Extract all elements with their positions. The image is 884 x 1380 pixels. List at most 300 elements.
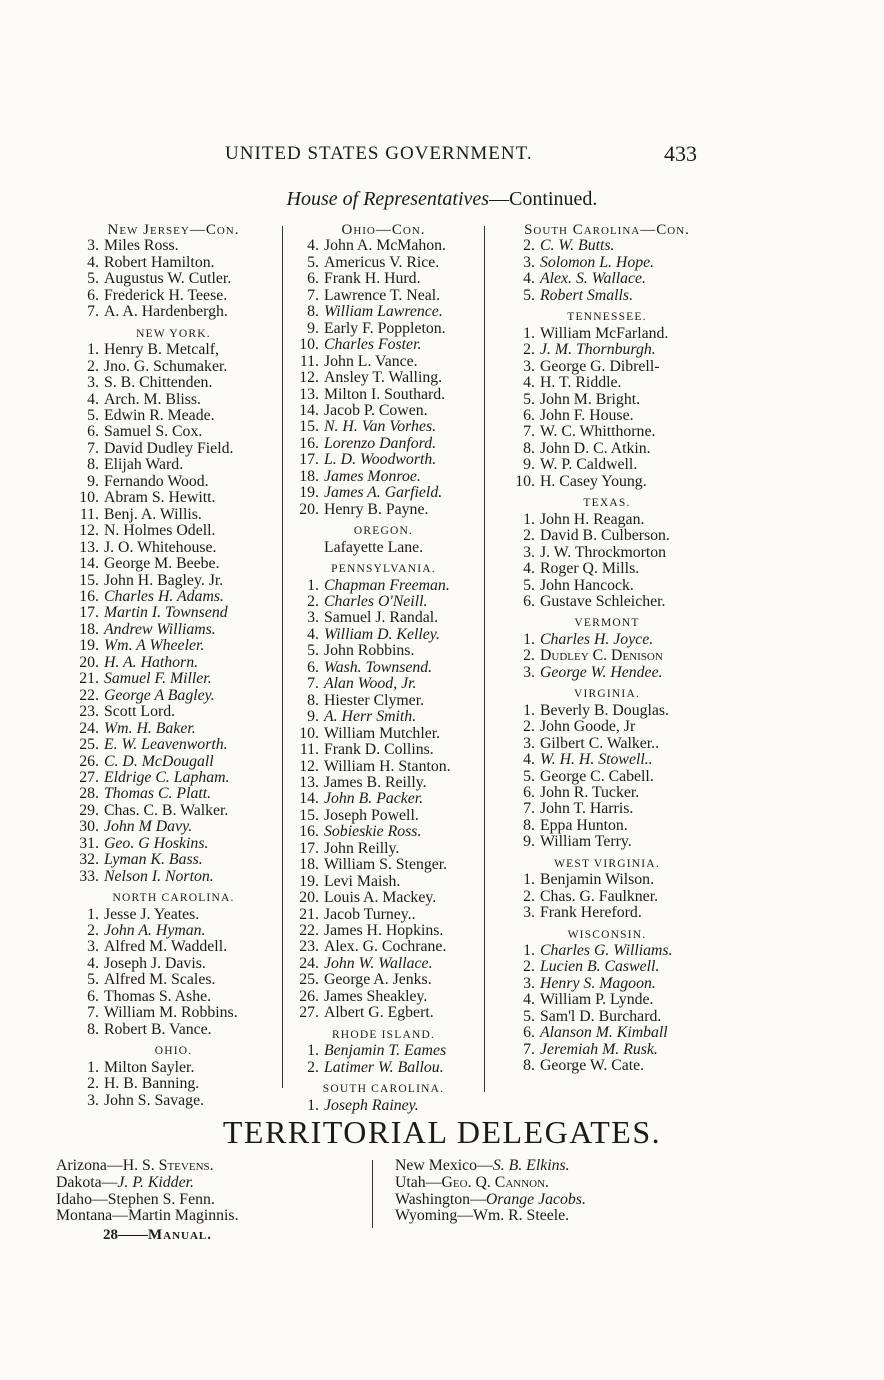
member-name: Louis A. Mackey. (324, 889, 437, 907)
member-entry (66, 342, 281, 358)
member-name: John L. Vance. (324, 352, 418, 370)
state-heading: SOUTH CAROLINA. (322, 1083, 445, 1096)
member-entry (286, 1005, 481, 1021)
member-entry (286, 469, 481, 485)
subtitle-plain: —Continued. (489, 188, 598, 210)
delegate-entry (395, 1158, 695, 1175)
member-entry (66, 255, 281, 271)
district-number: 3. (523, 974, 535, 992)
member-entry (286, 288, 481, 304)
district-number: 18. (299, 467, 319, 485)
district-number: 24. (299, 954, 319, 972)
member-entry (286, 956, 481, 972)
district-number: 5. (523, 767, 535, 785)
member-entry (286, 419, 481, 435)
member-name: Joseph J. Davis. (104, 954, 206, 972)
member-name: Joseph Rainey. (324, 1096, 419, 1114)
district-number: 9. (87, 472, 99, 490)
member-name: Alan Wood, Jr. (324, 675, 417, 693)
member-entry (66, 754, 281, 770)
district-number: 13. (79, 538, 99, 556)
member-entry (66, 271, 281, 287)
district-number: 10. (299, 724, 319, 742)
member-entry (502, 834, 712, 850)
district-number: 9. (307, 319, 319, 337)
district-number: 7. (87, 1004, 99, 1022)
delegate-name: S. B. Elkins. (492, 1157, 570, 1174)
district-number: 26. (79, 752, 99, 770)
member-name: Alex. G. Cochrane. (324, 938, 447, 956)
district-number: 18. (299, 856, 319, 874)
member-entry (286, 354, 481, 370)
member-name: J. O. Whitehouse. (104, 538, 217, 556)
district-number: 1. (523, 510, 535, 528)
district-number: 14. (299, 790, 319, 808)
member-name: Thomas C. Platt. (104, 785, 212, 803)
district-number: 4. (307, 237, 319, 255)
member-name: Jno. G. Schumaker. (104, 357, 228, 375)
member-entry (66, 359, 281, 375)
member-entry (286, 726, 481, 742)
member-name: George W. Hendee. (540, 663, 663, 681)
state-heading: NORTH CAROLINA. (112, 892, 235, 905)
member-entry (66, 737, 281, 753)
member-name: John H. Reagan. (540, 510, 645, 528)
member-name: Geo. G Hoskins. (104, 834, 209, 852)
district-number: 9. (307, 708, 319, 726)
delegate-entry (56, 1158, 366, 1175)
district-number: 11. (79, 505, 99, 523)
delegate-entry (56, 1175, 366, 1192)
territory-name: Washington— (395, 1190, 486, 1208)
delegate-entry (395, 1208, 695, 1225)
member-name: H. T. Riddle. (540, 374, 622, 392)
district-number: 27. (299, 1004, 319, 1022)
member-entry (502, 719, 712, 735)
column-rule-2 (484, 226, 485, 1092)
member-name: N. Holmes Odell. (104, 522, 216, 540)
district-number: 3. (523, 543, 535, 561)
district-number: 1. (523, 324, 535, 342)
delegate-name: H. S. Stevens. (122, 1157, 214, 1174)
member-name: Chas. G. Faulkner. (540, 887, 659, 905)
member-name: Benjamin Wilson. (540, 871, 655, 889)
member-entry (502, 561, 712, 577)
member-entry (502, 512, 712, 528)
state-heading: Ohio—Con. (341, 222, 426, 238)
member-entry (66, 688, 281, 704)
territory-name: Utah— (395, 1173, 442, 1191)
member-entry (66, 507, 281, 523)
column-1 (66, 222, 281, 1109)
district-number: 4. (523, 270, 535, 288)
member-entry (502, 1042, 712, 1058)
member-entry (66, 573, 281, 589)
district-number: 2. (307, 1058, 319, 1076)
member-entry (502, 392, 712, 408)
state-heading: WISCONSIN. (567, 928, 647, 941)
member-entry (502, 818, 712, 834)
territory-name: Idaho— (56, 1190, 108, 1208)
section-subtitle (0, 188, 884, 211)
member-name: Henry B. Metcalf, (104, 341, 219, 359)
member-name: Solomon L. Hope. (540, 253, 655, 271)
district-number: 13. (299, 773, 319, 791)
member-name: William S. Stenger. (324, 856, 448, 874)
member-entry (286, 742, 481, 758)
member-name: J. W. Throckmorton (540, 543, 667, 561)
district-number: 10. (299, 336, 319, 354)
member-name: Gustave Schleicher. (540, 592, 666, 610)
member-entry (286, 693, 481, 709)
district-number: 8. (523, 816, 535, 834)
member-entry (502, 1009, 712, 1025)
member-entry (66, 540, 281, 556)
member-name: David Dudley Field. (104, 439, 234, 457)
state-heading: New Jersey—Con. (107, 222, 240, 238)
member-name: Roger Q. Mills. (540, 560, 640, 578)
delegate-name: Wm. R. Steele. (473, 1207, 570, 1225)
member-name: Charles O'Neill. (324, 592, 428, 610)
district-number: 2. (523, 647, 535, 665)
district-number: 21. (79, 670, 99, 688)
district-number: 3. (87, 938, 99, 956)
territorial-delegates-heading: TERRITORIAL DELEGATES. (222, 1114, 662, 1150)
member-entry (502, 408, 712, 424)
district-number: 16. (299, 434, 319, 452)
delegates-rule (372, 1160, 373, 1228)
member-name: David B. Culberson. (540, 527, 670, 545)
member-name: George G. Dibrell- (540, 357, 660, 375)
member-entry (286, 578, 481, 594)
district-number: 1. (87, 1058, 99, 1076)
member-name: Henry B. Payne. (324, 500, 429, 518)
member-entry (286, 643, 481, 659)
member-name: Frank H. Hurd. (324, 270, 421, 288)
page-number: 433 (664, 141, 697, 166)
member-entry (502, 785, 712, 801)
district-number: 5. (523, 286, 535, 304)
district-number: 7. (87, 303, 99, 321)
signature-dash: —— (118, 1227, 148, 1243)
member-name: Wash. Townsend. (324, 658, 433, 676)
district-number: 19. (299, 484, 319, 502)
member-entry (66, 238, 281, 254)
signature-label: Manual. (148, 1227, 213, 1243)
member-name: Early F. Poppleton. (324, 319, 446, 337)
member-name: Charles H. Adams. (104, 587, 224, 605)
member-entry (286, 775, 481, 791)
state-heading: VIRGINIA. (573, 688, 641, 701)
member-name: W. H. H. Stowell.. (540, 751, 653, 769)
member-entry (66, 836, 281, 852)
district-number: 19. (79, 637, 99, 655)
district-number: 20. (79, 653, 99, 671)
district-number: 25. (299, 971, 319, 989)
district-number: 8. (307, 691, 319, 709)
member-entry (502, 238, 712, 254)
member-entry (66, 375, 281, 391)
member-name: Chapman Freeman. (324, 576, 450, 594)
district-number: 1. (523, 871, 535, 889)
member-name: James B. Reilly. (324, 773, 427, 791)
district-number: 6. (523, 783, 535, 801)
member-entry (66, 972, 281, 988)
member-entry (286, 452, 481, 468)
member-name: John M. Bright. (540, 390, 641, 408)
member-name: Sobieskie Ross. (324, 823, 422, 841)
member-entry (66, 956, 281, 972)
district-number: 3. (307, 609, 319, 627)
district-number: 6. (523, 406, 535, 424)
member-name: Milton Sayler. (104, 1058, 195, 1076)
district-number: 33. (79, 867, 99, 885)
member-name: Albert G. Egbert. (324, 1004, 434, 1022)
district-number: 3. (523, 904, 535, 922)
member-name: W. P. Caldwell. (540, 456, 638, 474)
member-name: James Monroe. (324, 467, 421, 485)
member-name: John Hancock. (540, 576, 634, 594)
member-name: John B. Packer. (324, 790, 424, 808)
member-name: Lorenzo Danford. (324, 434, 437, 452)
member-entry (502, 769, 712, 785)
member-entry (66, 852, 281, 868)
member-name: Alex. S. Wallace. (540, 270, 647, 288)
district-number: 11. (299, 741, 319, 759)
member-entry (286, 370, 481, 386)
district-number: 1. (307, 1042, 319, 1060)
district-number: 2. (523, 237, 535, 255)
district-number: 4. (523, 374, 535, 392)
delegate-name: J. P. Kidder. (117, 1173, 194, 1191)
district-number: 1. (87, 341, 99, 359)
district-number: 2. (523, 527, 535, 545)
district-number: 2. (523, 341, 535, 359)
member-name: Lucien B. Caswell. (540, 958, 660, 976)
member-name: Eppa Hunton. (540, 816, 628, 834)
member-name: John Goode, Jr (540, 718, 636, 736)
district-number: 6. (307, 270, 319, 288)
member-entry (286, 594, 481, 610)
member-entry (286, 759, 481, 775)
member-name: Miles Ross. (104, 237, 179, 255)
member-name: Edwin R. Meade. (104, 406, 215, 424)
state-heading: NEW YORK. (136, 327, 211, 340)
member-name: William D. Kelley. (324, 625, 440, 643)
state-heading: TENNESSEE. (567, 311, 647, 324)
district-number: 4. (523, 751, 535, 769)
district-number: 3. (87, 374, 99, 392)
member-entry (502, 752, 712, 768)
member-entry (66, 605, 281, 621)
member-name: A. A. Hardenbergh. (104, 303, 228, 321)
member-entry (286, 791, 481, 807)
member-entry (286, 502, 481, 518)
member-entry (66, 819, 281, 835)
member-name: George M. Beebe. (104, 555, 220, 573)
member-name: William McFarland. (540, 324, 669, 342)
district-number: 3. (523, 663, 535, 681)
district-number: 3. (523, 253, 535, 271)
member-entry (286, 824, 481, 840)
member-name: Wm. H. Baker. (104, 719, 196, 737)
member-name: John A. McMahon. (324, 237, 446, 255)
member-name: Benjamin T. Eames (324, 1042, 447, 1060)
district-number: 5. (87, 270, 99, 288)
district-number: 22. (79, 686, 99, 704)
member-name: William M. Robbins. (104, 1004, 238, 1022)
member-name: William Mutchler. (324, 724, 441, 742)
district-number: 27. (79, 768, 99, 786)
column-3 (502, 222, 712, 1075)
member-name: William H. Stanton. (324, 757, 451, 775)
member-name: Martin I. Townsend (104, 604, 228, 622)
member-name: Jacob Turney.. (324, 905, 416, 923)
member-entry (66, 721, 281, 737)
district-number: 20. (299, 500, 319, 518)
district-number: 4. (87, 253, 99, 271)
member-entry (502, 255, 712, 271)
member-name: James Sheakley. (324, 987, 428, 1005)
member-name: James A. Garfield. (324, 484, 443, 502)
district-number: 2. (307, 592, 319, 610)
district-number: 25. (79, 736, 99, 754)
member-name: Eldrige C. Lapham. (104, 768, 230, 786)
district-number: 2. (523, 958, 535, 976)
member-name: C. W. Butts. (540, 237, 615, 255)
district-number: 6. (307, 658, 319, 676)
member-entry (502, 342, 712, 358)
member-entry (66, 907, 281, 923)
member-name: George A Bagley. (104, 686, 215, 704)
member-name: Fernando Wood. (104, 472, 209, 490)
district-number: 20. (299, 889, 319, 907)
member-entry (502, 1025, 712, 1041)
member-name: S. B. Chittenden. (104, 374, 213, 392)
member-name: A. Herr Smith. (324, 708, 417, 726)
member-name: Charles Foster. (324, 336, 422, 354)
member-name: Charles H. Joyce. (540, 630, 654, 648)
district-number: 16. (79, 587, 99, 605)
member-entry (66, 869, 281, 885)
district-number: 14. (79, 555, 99, 573)
member-name: Jeremiah M. Rusk. (540, 1040, 658, 1058)
territory-name: Montana— (56, 1207, 128, 1225)
district-number: 22. (299, 922, 319, 940)
district-number: 5. (307, 253, 319, 271)
district-number: 23. (299, 938, 319, 956)
member-entry (66, 408, 281, 424)
member-name: William Terry. (540, 833, 632, 851)
member-entry (66, 288, 281, 304)
member-name: John Reilly. (324, 839, 400, 857)
district-number: 5. (307, 642, 319, 660)
member-entry (502, 632, 712, 648)
member-entry (286, 337, 481, 353)
member-entry (66, 923, 281, 939)
member-name: Frank Hereford. (540, 904, 642, 922)
district-number: 2. (523, 887, 535, 905)
member-name: Abram S. Hewitt. (104, 489, 216, 507)
district-number: 6. (87, 987, 99, 1005)
member-name: Samuel S. Cox. (104, 423, 203, 441)
member-entry (286, 387, 481, 403)
district-number: 14. (299, 401, 319, 419)
member-name: Nelson I. Norton. (104, 867, 214, 885)
member-name: John R. Tucker. (540, 783, 640, 801)
member-entry (286, 1043, 481, 1059)
member-entry (286, 907, 481, 923)
member-entry (66, 457, 281, 473)
district-number: 17. (299, 839, 319, 857)
district-number: 2. (87, 922, 99, 940)
member-entry (502, 1058, 712, 1074)
member-entry (286, 485, 481, 501)
member-entry (66, 655, 281, 671)
district-number: 16. (299, 823, 319, 841)
member-name: William Lawrence. (324, 303, 443, 321)
member-entry (286, 923, 481, 939)
member-entry (66, 1005, 281, 1021)
member-name: Chas. C. B. Walker. (104, 801, 229, 819)
member-name: Wm. A Wheeler. (104, 637, 205, 655)
column-2 (286, 222, 481, 1114)
district-number: 1. (523, 701, 535, 719)
member-name: Hiester Clymer. (324, 691, 425, 709)
member-entry (66, 441, 281, 457)
delegate-name: Geo. Q. Cannon. (441, 1173, 549, 1191)
district-number: 18. (79, 620, 99, 638)
member-entry (502, 889, 712, 905)
member-entry (502, 375, 712, 391)
member-entry (502, 801, 712, 817)
district-number: 1. (87, 905, 99, 923)
member-entry (286, 1098, 481, 1114)
member-entry (66, 803, 281, 819)
member-name: H. B. Banning. (104, 1075, 200, 1093)
state-heading: OHIO. (154, 1045, 193, 1058)
member-entry (66, 770, 281, 786)
member-name: John Robbins. (324, 642, 415, 660)
district-number: 2. (523, 718, 535, 736)
delegates-right-list (395, 1158, 695, 1225)
district-number: 12. (79, 522, 99, 540)
member-entry (66, 1076, 281, 1092)
member-name: Jesse J. Yeates. (104, 905, 200, 923)
member-entry (286, 304, 481, 320)
district-number: 28. (79, 785, 99, 803)
member-entry (502, 359, 712, 375)
district-number: 1. (307, 1096, 319, 1114)
delegate-name: Orange Jacobs. (485, 1190, 586, 1208)
delegate-name: Stephen S. Fenn. (107, 1190, 215, 1208)
member-entry (66, 424, 281, 440)
member-entry (286, 1060, 481, 1076)
member-entry (286, 255, 481, 271)
member-entry (502, 528, 712, 544)
member-name: Henry S. Magoon. (540, 974, 656, 992)
member-entry (66, 474, 281, 490)
member-name: James H. Hopkins. (324, 922, 444, 940)
state-heading: South Carolina—Con. (524, 222, 690, 238)
district-number: 31. (79, 834, 99, 852)
district-number: 9. (523, 456, 535, 474)
district-number: 7. (307, 675, 319, 693)
territory-name: New Mexico— (395, 1157, 493, 1174)
member-name: W. C. Whitthorne. (540, 423, 656, 441)
district-number: 19. (299, 872, 319, 890)
district-number: 4. (307, 625, 319, 643)
